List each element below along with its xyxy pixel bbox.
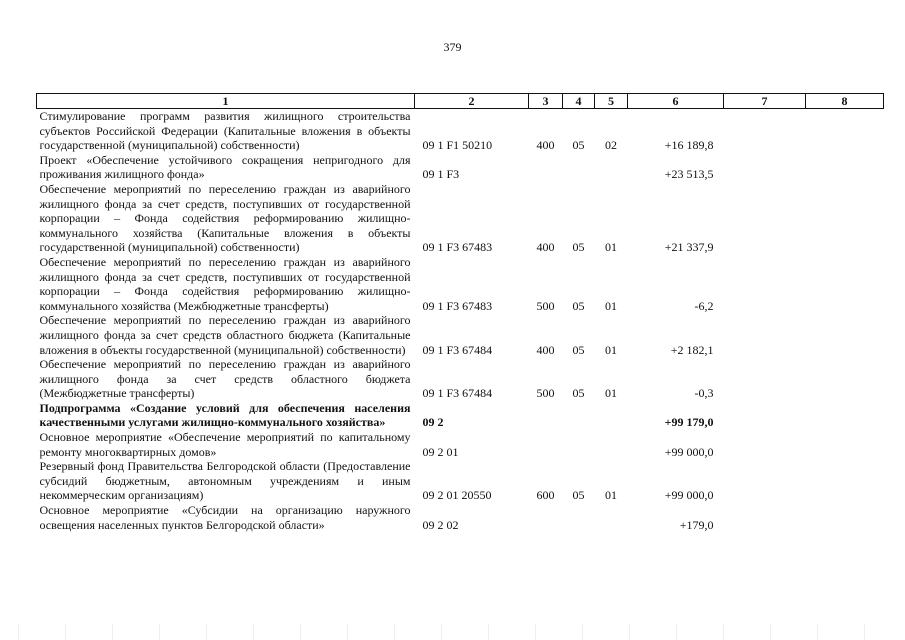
row-name: Проект «Обеспечение устойчивого сокращения непригодного для проживания жилищного фонда» [39, 152, 411, 182]
header-col-2: 2 [415, 94, 529, 109]
row-subsection: 01 [605, 386, 617, 401]
row-amount: +2 182,1 [670, 342, 714, 357]
table-row [37, 459, 884, 503]
scan-noise-strip [0, 624, 905, 640]
row-name: Резервный фонд Правительства Белгородской области (Предоставление субсидий бюджетным, автономным учреждениям и иным некоммерческим организациям) [39, 459, 411, 503]
row-code: 09 1 F1 50210 [422, 138, 493, 153]
row-col-7 [724, 503, 806, 532]
table-row [37, 357, 884, 401]
row-col-8 [806, 153, 884, 182]
row-type: 400 [536, 342, 555, 357]
table-row [37, 503, 884, 532]
row-amount: +99 000,0 [664, 444, 714, 459]
row-code: 09 2 01 [422, 444, 459, 459]
row-subsection: 01 [605, 240, 617, 255]
row-subsection: 01 [605, 342, 617, 357]
row-col-8 [806, 401, 884, 430]
row-section: 05 [572, 386, 585, 401]
row-code: 09 1 F3 67483 [422, 298, 493, 313]
row-name: Обеспечение мероприятий по переселению граждан из аварийного жилищного фонда за счет средств областного бюджета (Межбюджетные трансферты) [39, 357, 411, 401]
row-col-7 [724, 153, 806, 182]
row-amount: -0,3 [694, 386, 714, 401]
header-col-1: 1 [37, 94, 415, 109]
row-subsection [595, 430, 628, 459]
row-subsection [595, 401, 628, 430]
header-col-4: 4 [563, 94, 595, 109]
row-subsection [595, 503, 628, 532]
row-col-8 [806, 313, 884, 357]
row-name: Обеспечение мероприятий по переселению граждан из аварийного жилищного фонда за счет средств, поступивших от государственной корпорации – Фонда содействия реформированию жилищно-коммунального хозяйства (Капитальные вложения в объекты государственной (муниципальной) собственности) [39, 181, 411, 255]
table-row [37, 430, 884, 459]
row-name: Обеспечение мероприятий по переселению граждан из аварийного жилищного фонда за счет средств областного бюджета (Капитальные вложения в объекты государственной (муниципальной) собственности) [39, 313, 411, 357]
table-row-subprogram [37, 401, 884, 430]
row-subsection: 01 [605, 488, 617, 503]
row-section [563, 401, 595, 430]
row-col-8 [806, 109, 884, 153]
row-type: 500 [536, 298, 555, 313]
row-type [529, 503, 563, 532]
row-amount: +23 513,5 [664, 167, 714, 182]
row-col-7 [724, 255, 806, 313]
row-amount: +179,0 [679, 517, 714, 532]
row-subsection [595, 153, 628, 182]
row-col-7 [724, 313, 806, 357]
row-col-7 [724, 430, 806, 459]
row-name: Основное мероприятие «Субсидии на организацию наружного освещения населенных пунктов Белгородской области» [39, 503, 411, 532]
table-row [37, 153, 884, 182]
row-col-7 [724, 357, 806, 401]
table-row [37, 255, 884, 313]
row-col-7 [724, 459, 806, 503]
header-col-5: 5 [595, 94, 628, 109]
row-code: 09 1 F3 [422, 167, 460, 182]
row-code: 09 2 02 [422, 517, 459, 532]
row-amount: +99 000,0 [664, 488, 714, 503]
row-section [563, 503, 595, 532]
row-section: 05 [572, 240, 585, 255]
table-row [37, 313, 884, 357]
row-section: 05 [572, 138, 585, 153]
row-col-8 [806, 430, 884, 459]
table-row [37, 182, 884, 255]
table-header-row [37, 94, 884, 109]
row-col-7 [724, 182, 806, 255]
row-amount: +99 179,0 [664, 415, 714, 430]
row-name: Основное мероприятие «Обеспечение мероприятий по капитальному ремонту многоквартирных домов» [39, 430, 411, 459]
header-col-8: 8 [806, 94, 884, 109]
row-name: Обеспечение мероприятий по переселению граждан из аварийного жилищного фонда за счет средств, поступивших от государственной корпорации – Фонда содействия реформированию жилищно-коммунального хозяйства (Межбюджетные трансферты) [39, 254, 411, 313]
row-section [563, 430, 595, 459]
row-type: 500 [536, 386, 555, 401]
budget-table [36, 93, 884, 532]
header-col-3: 3 [529, 94, 563, 109]
row-section: 05 [572, 342, 585, 357]
row-code: 09 1 F3 67484 [422, 386, 493, 401]
row-subsection: 02 [605, 138, 617, 153]
row-section: 05 [572, 488, 585, 503]
row-subsection: 01 [605, 298, 617, 313]
row-col-8 [806, 503, 884, 532]
row-col-8 [806, 357, 884, 401]
row-type [529, 153, 563, 182]
row-type: 400 [536, 138, 555, 153]
page-number: 379 [443, 40, 462, 54]
row-type: 400 [536, 240, 555, 255]
header-col-7: 7 [724, 94, 806, 109]
row-code: 09 2 01 20550 [422, 488, 492, 503]
row-col-8 [806, 459, 884, 503]
row-amount: -6,2 [694, 298, 714, 313]
row-name: Подпрограмма «Создание условий для обеспечения населения качественными услугами жилищно-коммунального хозяйства» [39, 400, 411, 430]
row-col-7 [724, 401, 806, 430]
row-col-8 [806, 182, 884, 255]
row-code: 09 2 [422, 415, 444, 430]
row-amount: +16 189,8 [664, 138, 714, 153]
table-row [37, 109, 884, 153]
row-col-8 [806, 255, 884, 313]
row-type [529, 401, 563, 430]
header-col-6: 6 [628, 94, 724, 109]
row-type [529, 430, 563, 459]
row-code: 09 1 F3 67484 [422, 342, 493, 357]
row-code: 09 1 F3 67483 [422, 240, 493, 255]
row-amount: +21 337,9 [664, 240, 714, 255]
row-type: 600 [536, 488, 555, 503]
row-name: Стимулирование программ развития жилищного строительства субъектов Российской Федерации (Капитальные вложения в объекты государственной (муниципальной) собственности) [39, 109, 411, 153]
row-section: 05 [572, 298, 585, 313]
row-col-7 [724, 109, 806, 153]
row-section [563, 153, 595, 182]
